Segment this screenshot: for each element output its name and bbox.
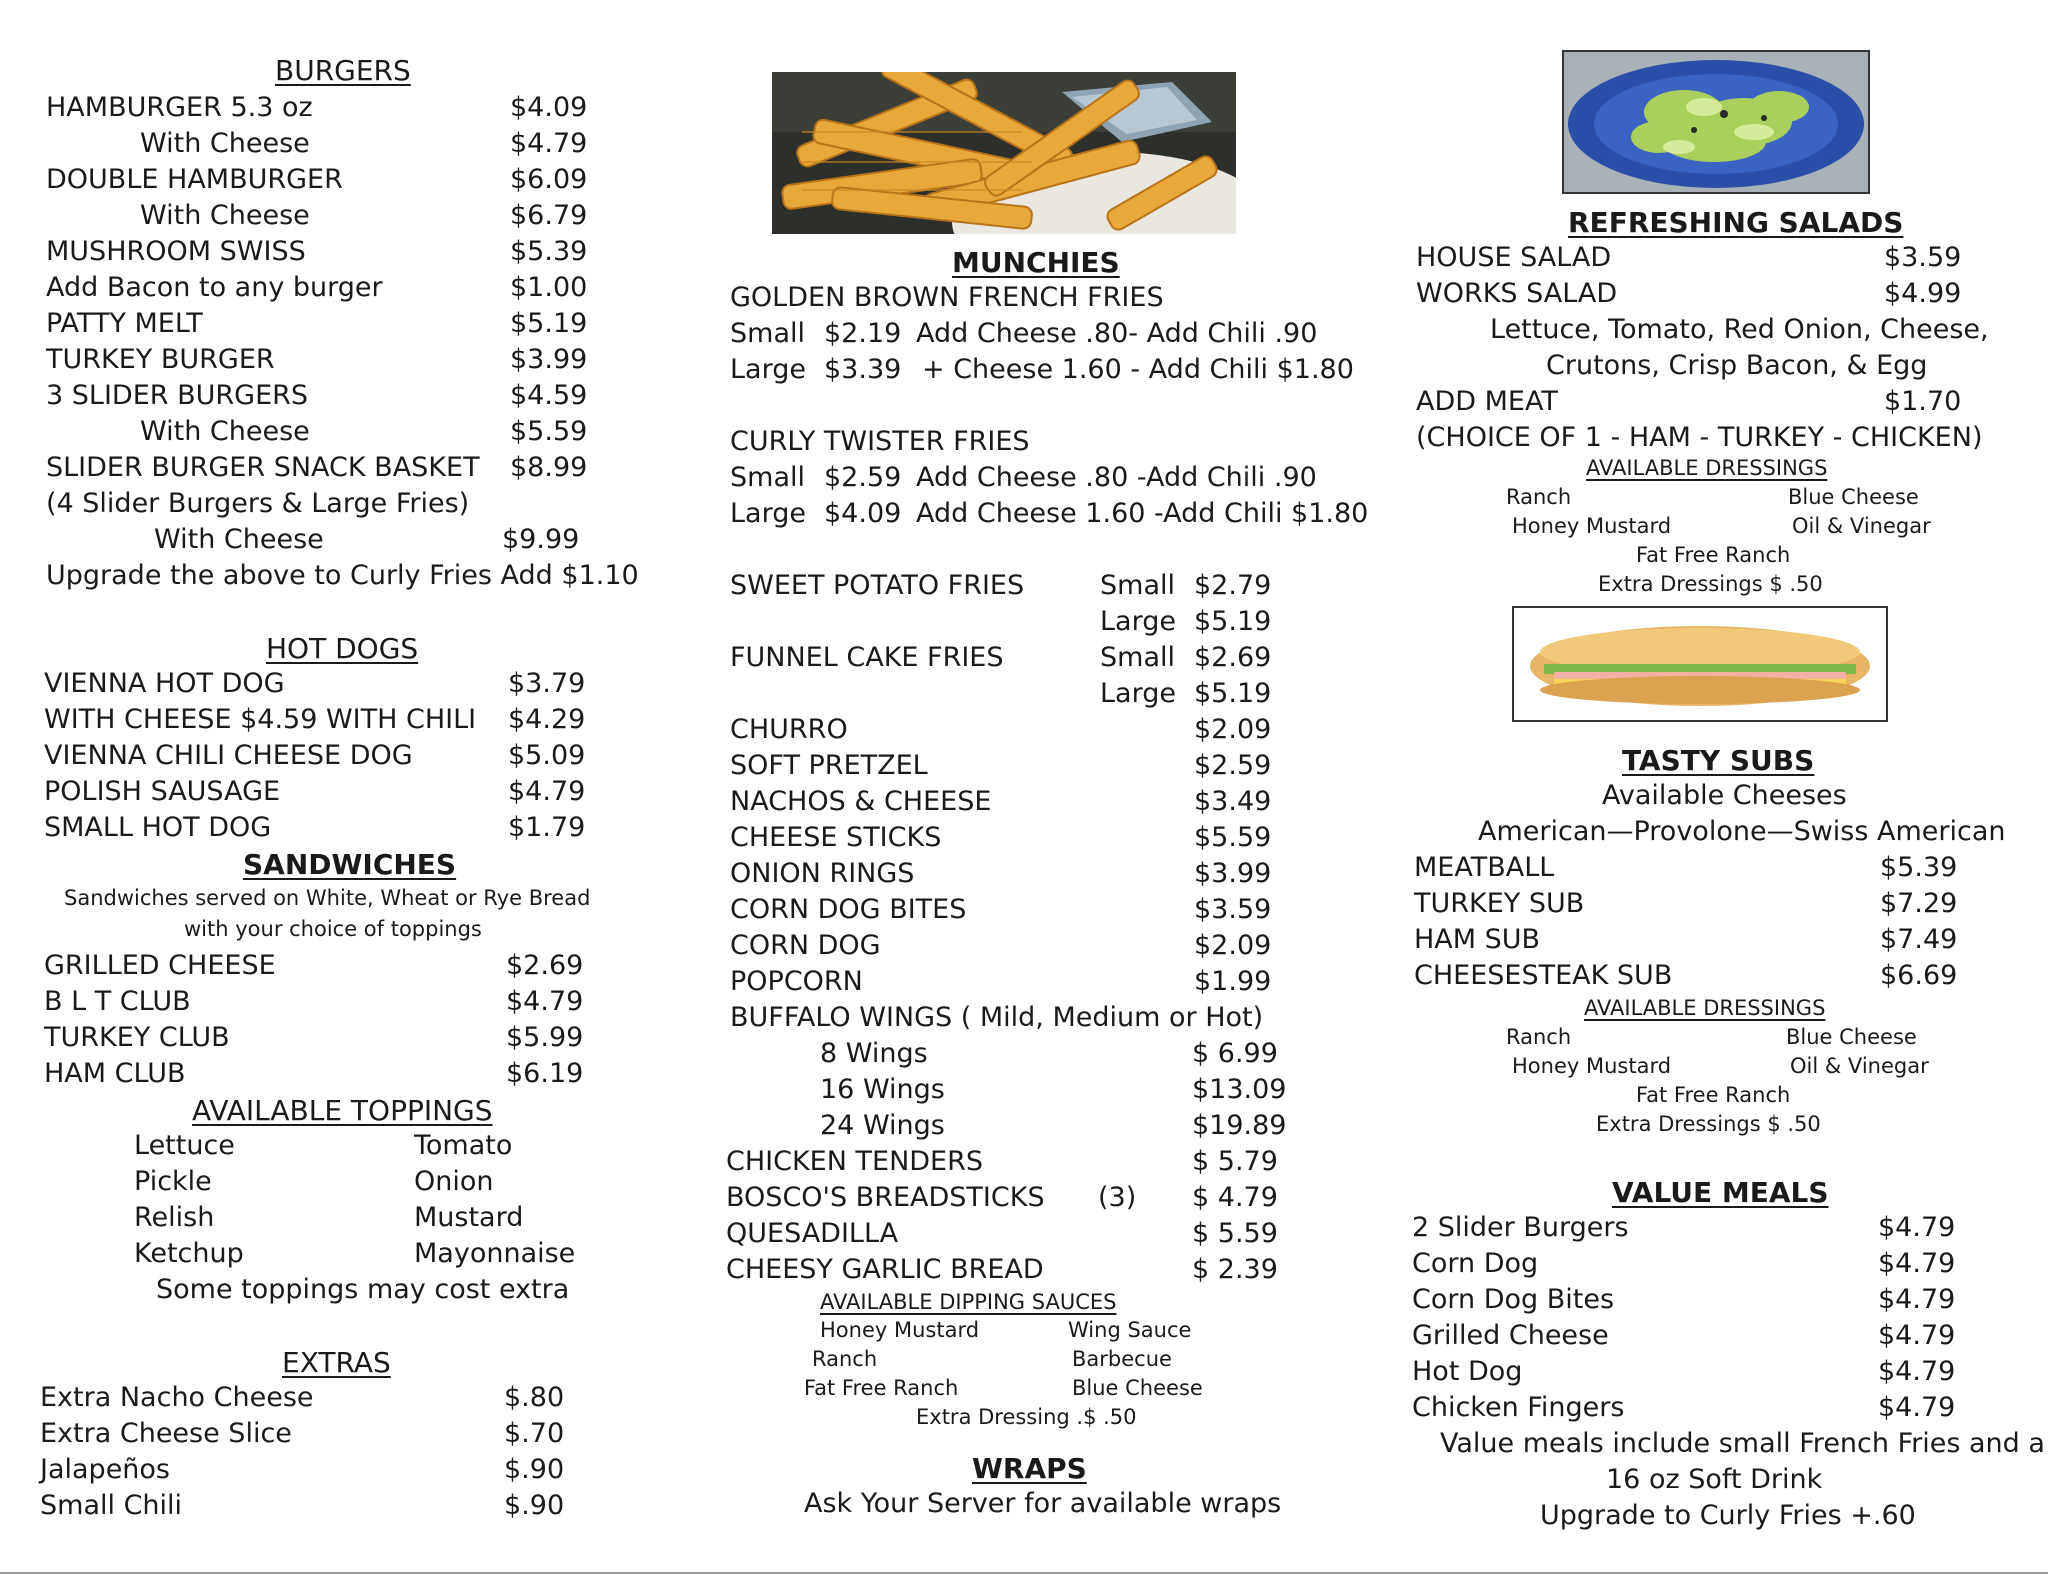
menu-item-name: 2 Slider Burgers [1412,1212,1629,1243]
menu-item-price: $8.99 [510,452,588,483]
menu-item-name: SMALL HOT DOG [44,812,272,843]
sandwiches-note: Sandwiches served on White, Wheat or Rye Bread [64,886,591,910]
menu-item-name: DOUBLE HAMBURGER [46,164,343,195]
menu-item-name: MEATBALL [1414,852,1555,883]
sauce-item: Honey Mustard [820,1318,980,1342]
wraps-note: Ask Your Server for available wraps [804,1488,1282,1519]
dressing-item: Blue Cheese [1786,1025,1917,1049]
menu-item-price: $4.79 [1878,1284,1956,1315]
menu-item-price: $.80 [504,1382,565,1413]
menu-item-price: $2.59 [1194,750,1272,781]
menu-item-price: $.70 [504,1418,565,1449]
topping-item: Ketchup [134,1238,244,1269]
menu-item-price: $7.49 [1880,924,1958,955]
menu-item-price: $5.19 [1194,678,1272,709]
menu-item-price: $1.99 [1194,966,1272,997]
dressing-item: Fat Free Ranch [1636,543,1791,567]
menu-item-price: $5.39 [1880,852,1958,883]
menu-item-price: $3.99 [1194,858,1272,889]
menu-item-name: CHEESE STICKS [730,822,942,853]
menu-item-name: With Cheese [140,200,310,231]
menu-item-name: SWEET POTATO FRIES [730,570,1025,601]
menu-item-price: $.90 [504,1454,565,1485]
menu-item-name: Jalapeños [40,1454,171,1485]
menu-item-name: NACHOS & CHEESE [730,786,992,817]
size-label: Small [730,318,805,349]
menu-item-name: PATTY MELT [46,308,203,339]
menu-item-name: GOLDEN BROWN FRENCH FRIES [730,282,1164,313]
menu-item-price: $3.79 [508,668,586,699]
fries-photo [772,72,1236,234]
size-label: Small [730,462,805,493]
menu-item-price: $4.99 [1884,278,1962,309]
subs-heading: TASTY SUBS [1622,744,1815,777]
menu-item-price: $6.19 [506,1058,584,1089]
extra-dressing-note: Extra Dressing .$ .50 [916,1405,1137,1429]
toppings-note: Some toppings may cost extra [156,1274,570,1305]
cheeses-list: American—Provolone—Swiss American [1478,816,2006,847]
topping-item: Tomato [414,1130,513,1161]
menu-item-name: CHEESY GARLIC BREAD [726,1254,1044,1285]
menu-item-price: $3.59 [1884,242,1962,273]
sauce-item: Blue Cheese [1072,1376,1203,1400]
value-meals-note: 16 oz Soft Drink [1606,1464,1823,1495]
menu-item-price: $5.99 [506,1022,584,1053]
menu-item-name: CHURRO [730,714,848,745]
menu-item-name: TURKEY CLUB [44,1022,230,1053]
dressing-item: Ranch [1506,485,1572,509]
menu-item-name: CHEESESTEAK SUB [1414,960,1673,991]
salad-dressings-heading: AVAILABLE DRESSINGS [1586,456,1828,480]
page-bottom-rule [0,1572,2048,1574]
menu-item-name: POLISH SAUSAGE [44,776,281,807]
sandwiches-note: with your choice of toppings [184,917,482,941]
menu-item-price: $5.39 [510,236,588,267]
menu-item-name: SLIDER BURGER SNACK BASKET [46,452,480,483]
menu-item-name: Extra Nacho Cheese [40,1382,314,1413]
size-label: Large [730,354,806,385]
dressing-item: Oil & Vinegar [1790,1054,1929,1078]
menu-item-price: $3.39 [824,354,902,385]
menu-item-price: $3.49 [1194,786,1272,817]
menu-item-price: $ 2.39 [1192,1254,1278,1285]
menu-item-price: $4.79 [1878,1392,1956,1423]
topping-item: Onion [414,1166,494,1197]
dressing-item: Blue Cheese [1788,485,1919,509]
menu-item-name: With Cheese [140,416,310,447]
menu-item-name: Grilled Cheese [1412,1320,1609,1351]
menu-item-price: $4.29 [508,704,586,735]
menu-item-name: Corn Dog [1412,1248,1539,1279]
sub-photo [1512,606,1888,722]
addons-text: + Cheese 1.60 - Add Chili $1.80 [922,354,1354,385]
menu-item-name: WORKS SALAD [1416,278,1618,309]
menu-item-price: $2.59 [824,462,902,493]
menu-item-name: With Cheese [140,128,310,159]
menu-item-name: TURKEY BURGER [46,344,275,375]
menu-item-name: VIENNA HOT DOG [44,668,285,699]
menu-item-qty: (3) [1098,1182,1137,1213]
menu-item-name: (4 Slider Burgers & Large Fries) [46,488,470,519]
salad-description: Lettuce, Tomato, Red Onion, Cheese, [1490,314,1989,345]
upgrade-note: Upgrade the above to Curly Fries Add $1.10 [46,560,639,591]
hot-dogs-heading: HOT DOGS [266,632,419,665]
menu-item-name: POPCORN [730,966,863,997]
menu-item-name: GRILLED CHEESE [44,950,276,981]
menu-item-price: $13.09 [1192,1074,1287,1105]
value-meals-note: Upgrade to Curly Fries +.60 [1540,1500,1916,1531]
meat-choice: (CHOICE OF 1 - HAM - TURKEY - CHICKEN) [1416,422,1983,453]
extra-dressing-note: Extra Dressings $ .50 [1598,572,1823,596]
menu-item-name: Small Chili [40,1490,183,1521]
menu-item-price: $5.19 [510,308,588,339]
menu-item-price: $3.59 [1194,894,1272,925]
munchies-heading: MUNCHIES [952,246,1120,279]
menu-item-price: $4.79 [1878,1320,1956,1351]
menu-item-name: 8 Wings [820,1038,928,1069]
extra-dressing-note: Extra Dressings $ .50 [1596,1112,1821,1136]
menu-item-name: Hot Dog [1412,1356,1523,1387]
menu-item-price: $4.79 [1878,1212,1956,1243]
menu-item-price: $.90 [504,1490,565,1521]
menu-item-price: $1.00 [510,272,588,303]
menu-item-price: $4.79 [510,128,588,159]
menu-item-name: FUNNEL CAKE FRIES [730,642,1004,673]
menu-item-name: WITH CHEESE $4.59 WITH CHILI [44,704,477,735]
addons-text: Add Cheese 1.60 -Add Chili $1.80 [916,498,1369,529]
menu-item-name: With Cheese [154,524,324,555]
menu-item-name: B L T CLUB [44,986,191,1017]
menu-item-price: $5.19 [1194,606,1272,637]
menu-item-price: $4.79 [506,986,584,1017]
menu-item-price: $1.79 [508,812,586,843]
size-label: Large [730,498,806,529]
menu-item-name: Add Bacon to any burger [46,272,383,303]
dressing-item: Honey Mustard [1512,1054,1672,1078]
topping-item: Pickle [134,1166,212,1197]
menu-item-name: Corn Dog Bites [1412,1284,1615,1315]
dressing-item: Oil & Vinegar [1792,514,1931,538]
menu-item-name: 3 SLIDER BURGERS [46,380,309,411]
topping-item: Relish [134,1202,215,1233]
menu-item-price: $5.59 [510,416,588,447]
wraps-heading: WRAPS [972,1452,1087,1485]
sandwiches-heading: SANDWICHES [243,848,457,881]
cheeses-label: Available Cheeses [1602,780,1847,811]
menu-item-name: ONION RINGS [730,858,915,889]
menu-item-name: TURKEY SUB [1414,888,1585,919]
menu-item-price: $9.99 [502,524,580,555]
menu-item-price: $2.09 [1194,714,1272,745]
menu-item-price: $2.69 [506,950,584,981]
sauce-item: Fat Free Ranch [804,1376,959,1400]
menu-item-price: $7.29 [1880,888,1958,919]
menu-item-name: 24 Wings [820,1110,945,1141]
menu-item-price: $3.99 [510,344,588,375]
menu-item-price: $19.89 [1192,1110,1287,1141]
menu-item-name: HAM CLUB [44,1058,186,1089]
addons-text: Add Cheese .80 -Add Chili .90 [916,462,1317,493]
menu-item-price: $4.09 [824,498,902,529]
menu-item-name: CORN DOG BITES [730,894,967,925]
sub-dressings-heading: AVAILABLE DRESSINGS [1584,996,1826,1020]
size-label: Large [1100,606,1176,637]
dressing-item: Ranch [1506,1025,1572,1049]
menu-item-price: $6.09 [510,164,588,195]
size-label: Small [1100,570,1175,601]
menu-item-name: HOUSE SALAD [1416,242,1612,273]
value-meals-heading: VALUE MEALS [1612,1176,1829,1209]
menu-item-price: $ 5.59 [1192,1218,1278,1249]
menu-item-price: $4.09 [510,92,588,123]
dressing-item: Honey Mustard [1512,514,1672,538]
menu-item-price: $2.19 [824,318,902,349]
burgers-heading: BURGERS [275,54,411,87]
sauce-item: Barbecue [1072,1347,1172,1371]
menu-item-price: $4.79 [1878,1356,1956,1387]
salads-heading: REFRESHING SALADS [1568,206,1904,239]
menu-item-price: $1.70 [1884,386,1962,417]
menu-item-name: HAM SUB [1414,924,1541,955]
menu-item-price: $4.79 [508,776,586,807]
topping-item: Lettuce [134,1130,235,1161]
value-meals-note: Value meals include small French Fries and a [1440,1428,2045,1459]
menu-item-price: $5.09 [508,740,586,771]
menu-item-name: MUSHROOM SWISS [46,236,306,267]
extras-heading: EXTRAS [282,1346,391,1379]
menu-item-name: 16 Wings [820,1074,945,1105]
sauce-item: Ranch [812,1347,878,1371]
menu-item-price: $6.79 [510,200,588,231]
dressing-item: Fat Free Ranch [1636,1083,1791,1107]
menu-item-price: $2.79 [1194,570,1272,601]
salad-description: Crutons, Crisp Bacon, & Egg [1546,350,1928,381]
menu-item-name: QUESADILLA [726,1218,899,1249]
menu-item-name: HAMBURGER 5.3 oz [46,92,313,123]
topping-item: Mustard [414,1202,524,1233]
size-label: Small [1100,642,1175,673]
menu-item-name: ADD MEAT [1416,386,1558,417]
dipping-sauces-heading: AVAILABLE DIPPING SAUCES [820,1290,1117,1314]
menu-item-name: BUFFALO WINGS ( Mild, Medium or Hot) [730,1002,1264,1033]
addons-text: Add Cheese .80- Add Chili .90 [916,318,1318,349]
toppings-heading: AVAILABLE TOPPINGS [192,1094,493,1127]
menu-item-price: $ 5.79 [1192,1146,1278,1177]
menu-item-name: BOSCO'S BREADSTICKS [726,1182,1045,1213]
menu-item-name: Extra Cheese Slice [40,1418,292,1449]
menu-item-price: $6.69 [1880,960,1958,991]
sauce-item: Wing Sauce [1068,1318,1192,1342]
menu-item-price: $ 4.79 [1192,1182,1278,1213]
menu-item-price: $4.59 [510,380,588,411]
topping-item: Mayonnaise [414,1238,576,1269]
menu-item-name: CORN DOG [730,930,881,961]
menu-item-name: SOFT PRETZEL [730,750,928,781]
menu-item-price: $5.59 [1194,822,1272,853]
size-label: Large [1100,678,1176,709]
menu-item-name: CHICKEN TENDERS [726,1146,984,1177]
menu-item-price: $4.79 [1878,1248,1956,1279]
menu-item-name: Chicken Fingers [1412,1392,1625,1423]
salad-photo [1562,50,1870,194]
menu-item-name: CURLY TWISTER FRIES [730,426,1030,457]
menu-item-price: $2.69 [1194,642,1272,673]
menu-item-price: $ 6.99 [1192,1038,1278,1069]
menu-item-name: VIENNA CHILI CHEESE DOG [44,740,413,771]
menu-item-price: $2.09 [1194,930,1272,961]
